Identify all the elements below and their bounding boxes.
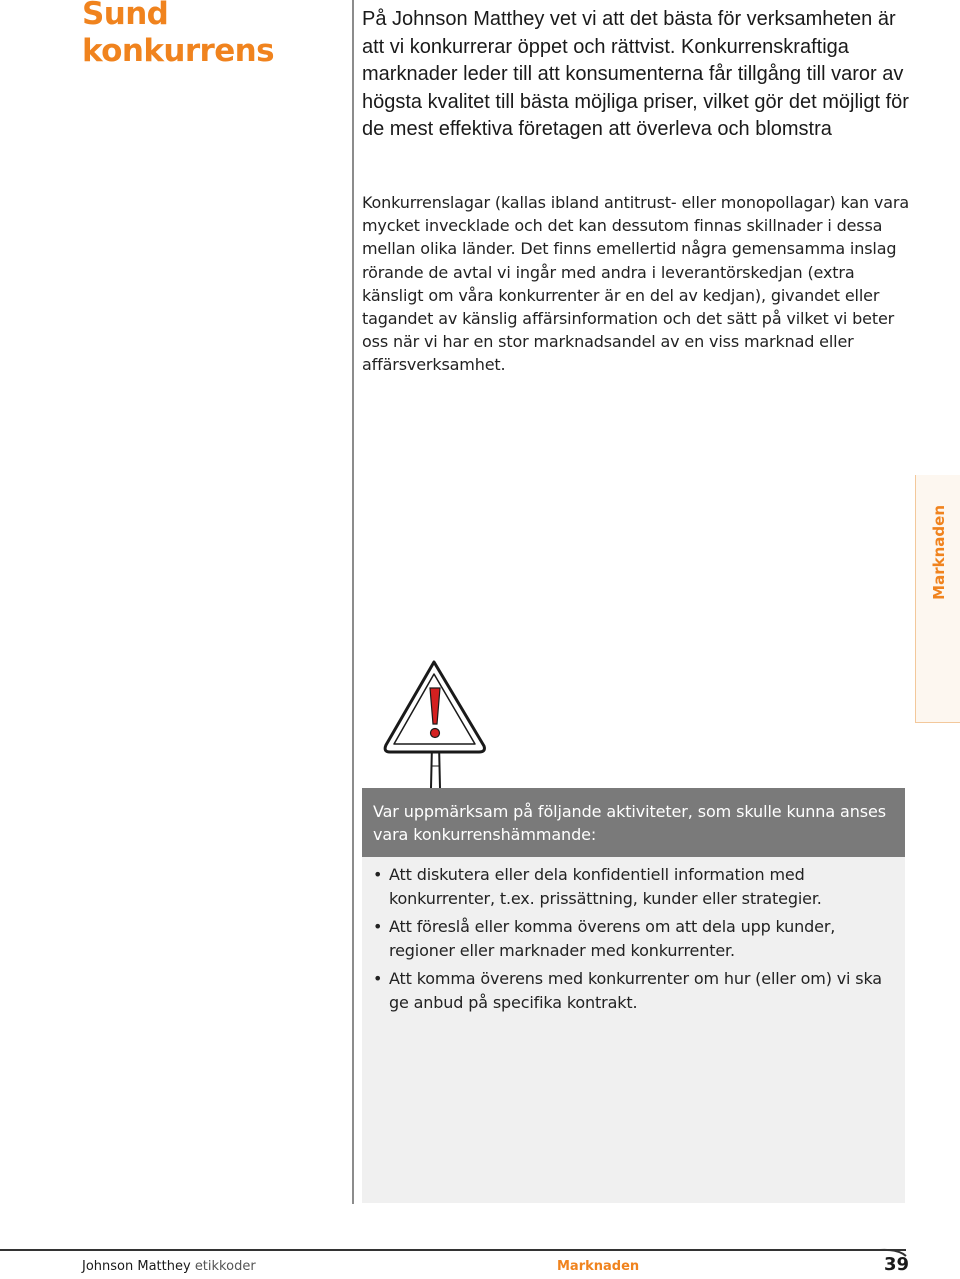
callout-heading: Var uppmärksam på följande aktiviteter, som skulle kunna anses vara konkurrenshämmande: [362, 788, 905, 857]
footer-rule [0, 1249, 906, 1251]
side-tab-label: Marknaden [929, 505, 948, 600]
list-item [362, 915, 905, 963]
footer-brand-name: Johnson Matthey [82, 1259, 191, 1274]
warning-triangle-sign-icon [380, 656, 490, 790]
body-paragraph: Konkurrenslagar (kallas ibland antitrust- eller monopollagar) kan vara mycket invecklade och det kan dessutom finnas skillnader i dessa mellan olika länder. Det finns emellertid några gemensamma inslag rörande de avtal vi ingår med andra i leverantörskedjan (extra känsligt om våra konkurrenter är en del av kedjan), givandet eller tagandet av känslig affärsinformation och det sätt på vilket vi beter oss när vi har en stor marknadsandel av en viss marknad eller affärsverksamhet. [362, 193, 909, 375]
list-item-text: Att föreslå eller komma överens om att dela upp kunder, regioner eller marknader med konkurrenter. [389, 917, 836, 960]
section-title-line1: Sund [82, 0, 169, 32]
bullet-icon: • [373, 865, 383, 884]
page-number: 39 [884, 1254, 910, 1275]
list-item [362, 967, 905, 1015]
footer-subtitle: etikkoder [194, 1259, 256, 1274]
column-divider [352, 0, 354, 1204]
footer-brand [82, 1259, 256, 1274]
list-item-text: Att komma överens med konkurrenter om hur (eller om) vi ska ge anbud på specifika kontrakt. [389, 969, 882, 1012]
bullet-icon: • [373, 917, 383, 936]
footer-section-name: Marknaden [557, 1259, 640, 1274]
list-item [362, 863, 905, 911]
side-tab-section[interactable] [915, 475, 960, 723]
section-title-line2: konkurrens [82, 33, 274, 69]
list-item-text: Att diskutera eller dela konfidentiell information med konkurrenter, t.ex. prissättning, kunder eller strategier. [389, 865, 822, 908]
intro-paragraph: På Johnson Matthey vet vi att det bästa för verksamheten är att vi konkurrerar öppet och rättvist. Konkurrenskraftiga marknader leder till att konsumenterna får tillgång till varor av högsta kvalitet till bästa möjliga priser, vilket gör det möjligt för de mest effektiva företagen att överleva och blomstra [362, 8, 909, 140]
warning-callout-box [362, 788, 905, 1203]
callout-list [362, 857, 905, 1015]
section-title [82, 0, 274, 70]
bullet-icon: • [373, 969, 383, 988]
